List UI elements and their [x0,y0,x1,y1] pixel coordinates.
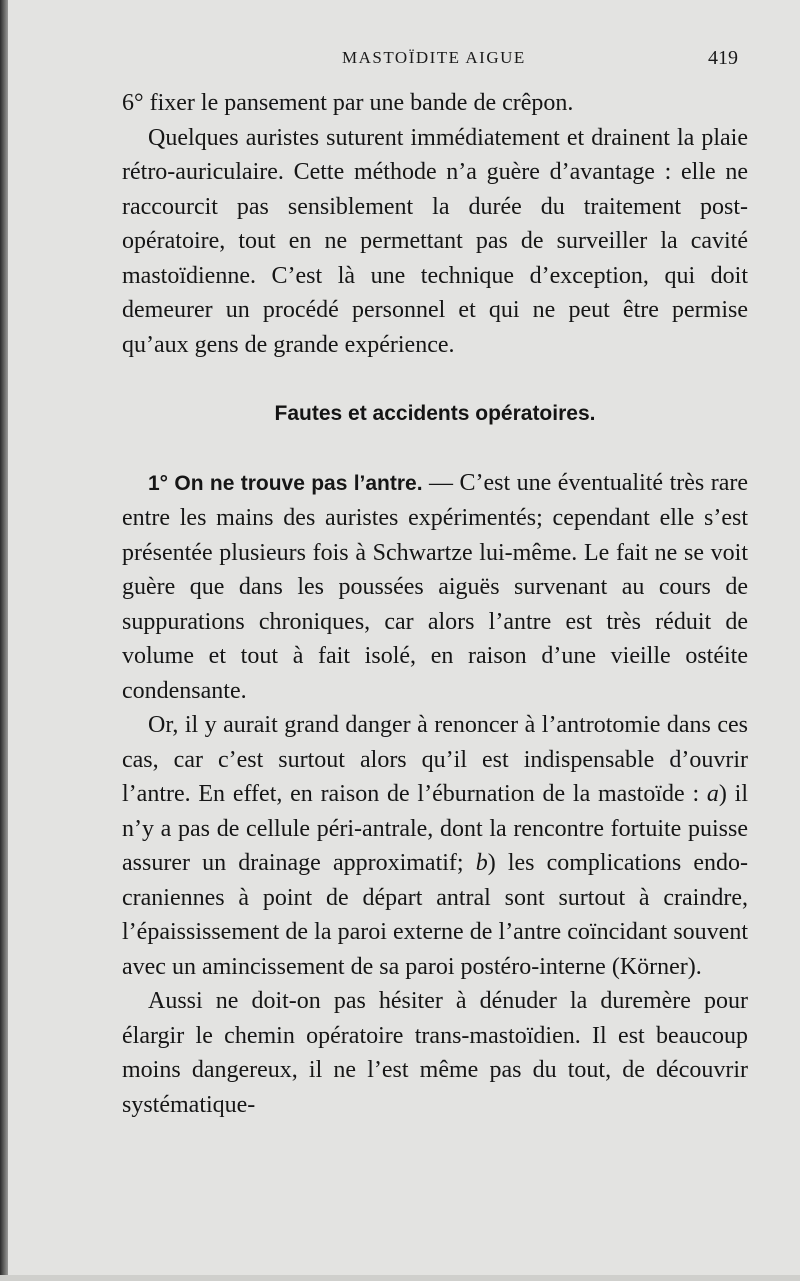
page-header [0,48,800,72]
running-title: MASTOÏDITE AIGUE [342,48,526,67]
paragraph-suture-method: Quelques auristes suturent immédiatement et drainent la plaie rétro-auriculaire. Cette méthode n’a guère d’avantage : elle ne raccourcit pas sensiblement la durée du traitement post-opératoire, tout en ne permettant pas de surveiller la cavité mastoïdienne. C’est là une technique d’exception, qui doit demeurer un procédé personnel et qui ne peut être permise qu’aux gens de grande expérience. [122,124,748,358]
section-heading: Fautes et accidents opératoires. [274,402,596,425]
paragraph-antre-not-found [122,466,748,709]
page-number: 419 [708,47,738,69]
list-marker-a: a [706,781,719,807]
paragraph-text: ) il n’y a pas de cellule péri-antrale, dont la rencontre fortuite puisse assurer un drainage approximatif; [122,781,748,876]
paragraph-step-6: 6° fixer le pansement par une bande de crêpon. [122,90,574,116]
page-bottom-edge [0,1275,800,1281]
paragraph-dure-mere: Aussi ne doit-on pas hésiter à dénuder la duremère pour élargir le chemin opératoire trans-mastoïdien. Il est beaucoup moins dangereux, il ne l’est même pas du tout, de découvrir systématique- [122,988,748,1118]
page-body [122,86,748,1122]
paragraph-text: ) les complications endo-craniennes à point de départ antral sont surtout à craindre, l’épaississement de la paroi externe de l’antre coïncidant souvent avec un amincissement de sa paroi postéro-interne (Körner). [122,850,748,980]
paragraph-lead-title: 1° On ne trouve pas l’antre. [148,471,423,495]
list-marker-b: b [475,850,488,876]
book-spine-shadow [0,0,8,1281]
paragraph-text: Or, il y aurait grand danger à renoncer à l’antrotomie dans ces cas, car c’est surtout alors qu’il est indispensable d’ouvrir l’antre. En effet, en raison de l’éburnation de la mastoïde : [122,712,748,807]
paragraph-danger [122,708,748,984]
paragraph-text: — C’est une éventualité très rare entre les mains des auristes expérimentés; cependant elle s’est présentée plusieurs fois à Schwartze lui-même. Le fait ne se voit guère que dans les poussées aiguës survenant au cours de suppurations chroniques, car alors l’antre est très réduit de volume et tout à fait isolé, en raison d’une vieille ostéite condensante. [122,469,748,704]
